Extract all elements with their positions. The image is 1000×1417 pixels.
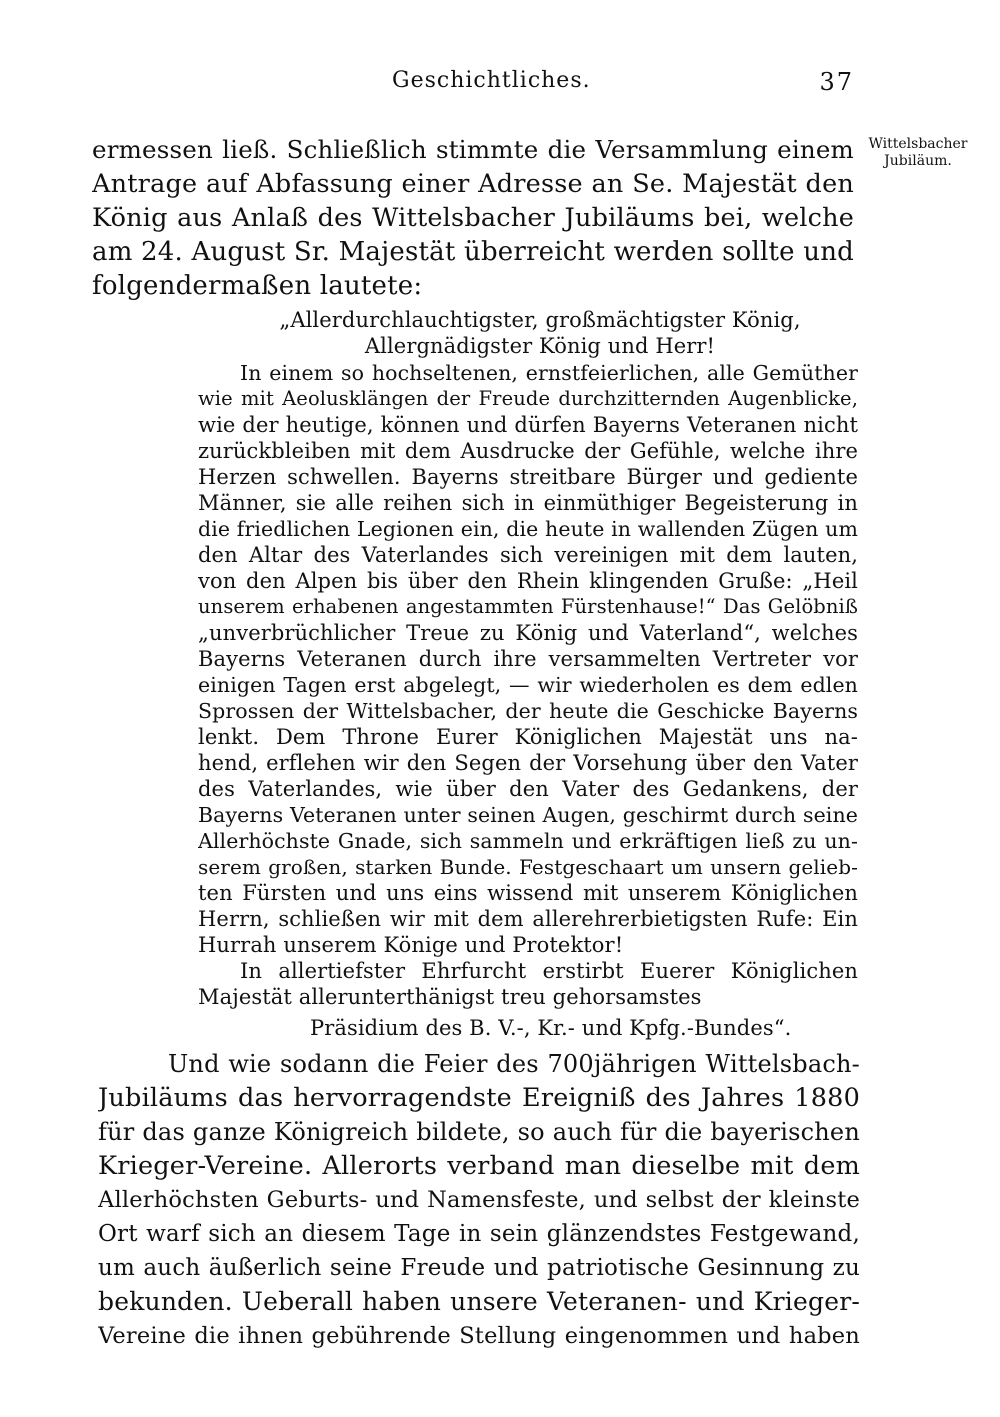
address-line: Bayerns Veteranen durch ihre versammelten Vertreter vor [198,647,858,671]
address-line: unserem erhabenen angestammten Fürstenhause!“ Das Gelöbniß [198,595,858,618]
address-line: Bayerns Veteranen unter seinen Augen, geschirmt durch seine [198,803,858,827]
marginal-note [858,136,978,170]
address-line: lenkt. Dem Throne Eurer Königlichen Majestät uns na- [198,725,858,749]
text-line: König aus Anlaß des Wittelsbacher Jubiläums bei, welche [92,203,854,233]
text-line: folgendermaßen lautete: [92,271,423,301]
address-line: den Altar des Vaterlandes sich vereinigen mit dem lauten, [198,543,858,567]
address-line: Männer, sie alle reihen sich in einmüthiger Begeisterung in [198,491,858,515]
salutation-line: Allergnädigster König und Herr! [364,334,716,358]
address-line: die friedlichen Legionen ein, die heute in wallenden Zügen um [198,517,858,541]
address-line: von den Alpen bis über den Rhein klingenden Gruße: „Heil [198,569,858,593]
address-line: Allerhöchste Gnade, sich sammeln und erkräftigen ließ zu un- [198,829,858,853]
salutation-line: „Allerdurchlauchtigster, großmächtigster König, [279,308,801,332]
marginal-note-line: Jubiläum. [884,153,952,169]
address-line: zurückbleiben mit dem Ausdrucke der Gefühle, welche ihre [198,439,858,463]
text-line: Jubiläums das hervorragendste Ereigniß des Jahres 1880 [98,1083,860,1113]
text-line: Allerhöchsten Geburts- und Namensfeste, und selbst der kleinste [98,1187,860,1213]
address-line: des Vaterlandes, wie über den Vater des Gedankens, der [198,777,858,801]
address-line: wie mit Aeolusklängen der Freude durchzitternden Augenblicke, [198,387,858,410]
page-header [92,68,854,108]
address-line: ten Fürsten und uns eins wissend mit unserem Königlichen [198,881,858,905]
address-line: serem großen, starken Bunde. Festgeschaart um unsern gelieb- [198,855,858,879]
page-number: 37 [819,68,854,96]
text-line: Ort warf sich an diesem Tage in sein glänzendstes Festgewand, [98,1221,860,1247]
address-line: einigen Tagen erst abgelegt, — wir wiederholen es dem edlen [198,673,858,697]
text-line: Antrage auf Abfassung einer Adresse an Se. Majestät den [92,169,854,199]
marginal-note-line: Wittelsbacher [868,136,968,152]
text-line: bekunden. Ueberall haben unsere Veteranen- und Krieger- [98,1287,860,1316]
closing-line: Majestät allerunterthänigst treu gehorsamstes [198,985,702,1009]
address-line: „unverbrüchlicher Treue zu König und Vaterland“, welches [198,621,858,645]
text-line: ermessen ließ. Schließlich stimmte die Versammlung einem [92,135,854,164]
address-line: wie der heutige, können und dürfen Bayerns Veteranen nicht [198,413,858,437]
text-line: am 24. August Sr. Majestät überreicht werden sollte und [92,237,854,267]
address-line: Herzen schwellen. Bayerns streitbare Bürger und gediente [198,465,858,489]
text-line: für das ganze Königreich bildete, so auch für die bayerischen [98,1118,860,1146]
address-line: Herrn, schließen wir mit dem allerehrerbietigsten Rufe: Ein [198,907,858,931]
text-line: Krieger-Vereine. Allerorts verband man dieselbe mit dem [98,1151,860,1181]
text-line: um auch äußerlich seine Freude und patriotische Gesinnung zu [98,1255,860,1281]
text-line: Vereine die ihnen gebührende Stellung eingenommen und haben [98,1323,860,1349]
running-head: Geschichtliches. [392,68,591,93]
signature-line: Präsidium des B. V.-, Kr.- und Kpfg.-Bundes“. [310,1016,792,1040]
address-line: hend, erflehen wir den Segen der Vorsehung über den Vater [198,751,858,775]
closing-line: In allertiefster Ehrfurcht erstirbt Euerer Königlichen [240,959,858,983]
text-line: Und wie sodann die Feier des 700jährigen Wittelsbach- [168,1050,860,1078]
address-line: Sprossen der Wittelsbacher, der heute die Geschicke Bayerns [198,699,858,723]
address-line: Hurrah unserem Könige und Protektor! [198,933,624,957]
address-line: In einem so hochseltenen, ernstfeierlichen, alle Gemüther [240,361,858,385]
